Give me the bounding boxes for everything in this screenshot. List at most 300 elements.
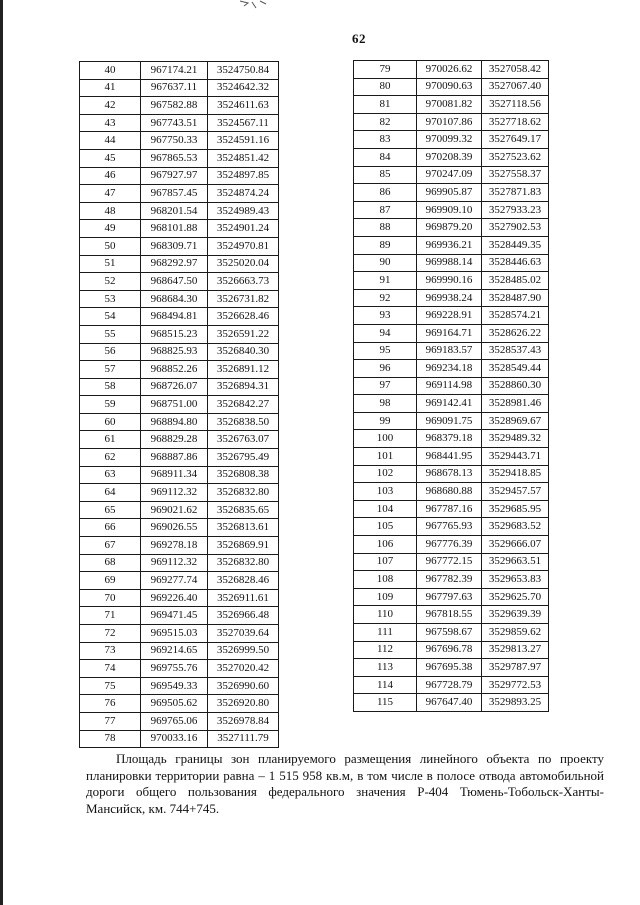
y-coordinate-cell: 3529787.97 xyxy=(482,659,549,677)
x-coordinate-cell: 969765.06 xyxy=(141,712,208,730)
y-coordinate-cell: 3528626.22 xyxy=(482,324,549,342)
point-number-cell: 74 xyxy=(80,660,141,678)
y-coordinate-cell: 3527649.17 xyxy=(482,131,549,149)
y-coordinate-cell: 3529893.25 xyxy=(482,694,549,712)
x-coordinate-cell: 967927.97 xyxy=(141,167,208,185)
point-number-cell: 42 xyxy=(80,97,141,115)
y-coordinate-cell: 3527111.79 xyxy=(208,730,279,748)
y-coordinate-cell: 3528574.21 xyxy=(482,307,549,325)
x-coordinate-cell: 967776.39 xyxy=(417,536,482,554)
y-coordinate-cell: 3529625.70 xyxy=(482,588,549,606)
table-row xyxy=(354,606,549,624)
y-coordinate-cell: 3528449.35 xyxy=(482,236,549,254)
table-row xyxy=(354,483,549,501)
y-coordinate-cell: 3528981.46 xyxy=(482,395,549,413)
point-number-cell: 48 xyxy=(80,202,141,220)
table-row xyxy=(80,308,279,326)
y-coordinate-cell: 3527718.62 xyxy=(482,113,549,131)
x-coordinate-cell: 968825.93 xyxy=(141,343,208,361)
table-row xyxy=(80,237,279,255)
table-row xyxy=(354,571,549,589)
table-row xyxy=(80,396,279,414)
point-number-cell: 41 xyxy=(80,79,141,97)
table-row xyxy=(80,167,279,185)
table-row xyxy=(354,96,549,114)
y-coordinate-cell: 3527039.64 xyxy=(208,625,279,643)
y-coordinate-cell: 3524989.43 xyxy=(208,202,279,220)
point-number-cell: 70 xyxy=(80,589,141,607)
x-coordinate-cell: 968911.34 xyxy=(141,466,208,484)
y-coordinate-cell: 3524901.24 xyxy=(208,220,279,238)
x-coordinate-cell: 969114.98 xyxy=(417,377,482,395)
y-coordinate-cell: 3527067.40 xyxy=(482,78,549,96)
y-coordinate-cell: 3526966.48 xyxy=(208,607,279,625)
y-coordinate-cell: 3526978.84 xyxy=(208,712,279,730)
x-coordinate-cell: 969879.20 xyxy=(417,219,482,237)
point-number-cell: 76 xyxy=(80,695,141,713)
y-coordinate-cell: 3524851.42 xyxy=(208,149,279,167)
y-coordinate-cell: 3529683.52 xyxy=(482,518,549,536)
table-row xyxy=(80,114,279,132)
table-row xyxy=(80,413,279,431)
x-coordinate-cell: 968379.18 xyxy=(417,430,482,448)
x-coordinate-cell: 969515.03 xyxy=(141,625,208,643)
x-coordinate-cell: 968894.80 xyxy=(141,413,208,431)
y-coordinate-cell: 3527523.62 xyxy=(482,148,549,166)
table-row xyxy=(80,273,279,291)
point-number-cell: 95 xyxy=(354,342,417,360)
table-row xyxy=(354,659,549,677)
y-coordinate-cell: 3526795.49 xyxy=(208,449,279,467)
point-number-cell: 86 xyxy=(354,184,417,202)
table-row xyxy=(354,307,549,325)
y-coordinate-cell: 3526763.07 xyxy=(208,431,279,449)
x-coordinate-cell: 969277.74 xyxy=(141,572,208,590)
y-coordinate-cell: 3526731.82 xyxy=(208,290,279,308)
y-coordinate-cell: 3526663.73 xyxy=(208,273,279,291)
coordinates-table-left xyxy=(79,61,279,748)
point-number-cell: 96 xyxy=(354,360,417,378)
y-coordinate-cell: 3527058.42 xyxy=(482,61,549,79)
x-coordinate-cell: 969278.18 xyxy=(141,537,208,555)
x-coordinate-cell: 969214.65 xyxy=(141,642,208,660)
y-coordinate-cell: 3526832.80 xyxy=(208,554,279,572)
table-row xyxy=(80,695,279,713)
table-row xyxy=(80,730,279,748)
y-coordinate-cell: 3528537.43 xyxy=(482,342,549,360)
y-coordinate-cell: 3529418.85 xyxy=(482,465,549,483)
y-coordinate-cell: 3527558.37 xyxy=(482,166,549,184)
y-coordinate-cell: 3528487.90 xyxy=(482,289,549,307)
x-coordinate-cell: 968829.28 xyxy=(141,431,208,449)
y-coordinate-cell: 3527871.83 xyxy=(482,184,549,202)
table-row xyxy=(354,272,549,290)
x-coordinate-cell: 969112.32 xyxy=(141,484,208,502)
x-coordinate-cell: 969988.14 xyxy=(417,254,482,272)
table-row xyxy=(354,536,549,554)
x-coordinate-cell: 968852.26 xyxy=(141,361,208,379)
x-coordinate-cell: 968309.71 xyxy=(141,237,208,255)
point-number-cell: 97 xyxy=(354,377,417,395)
page-number: 62 xyxy=(352,31,366,46)
y-coordinate-cell: 3526835.65 xyxy=(208,501,279,519)
point-number-cell: 49 xyxy=(80,220,141,238)
table-row xyxy=(80,343,279,361)
point-number-cell: 113 xyxy=(354,659,417,677)
point-number-cell: 59 xyxy=(80,396,141,414)
point-number-cell: 60 xyxy=(80,413,141,431)
point-number-cell: 85 xyxy=(354,166,417,184)
point-number-cell: 91 xyxy=(354,272,417,290)
x-coordinate-cell: 968647.50 xyxy=(141,273,208,291)
table-row xyxy=(80,554,279,572)
x-coordinate-cell: 969909.10 xyxy=(417,201,482,219)
x-coordinate-cell: 968726.07 xyxy=(141,378,208,396)
point-number-cell: 54 xyxy=(80,308,141,326)
table-row xyxy=(80,220,279,238)
x-coordinate-cell: 967728.79 xyxy=(417,676,482,694)
y-coordinate-cell: 3529813.27 xyxy=(482,641,549,659)
y-coordinate-cell: 3524970.81 xyxy=(208,237,279,255)
table-row xyxy=(80,677,279,695)
x-coordinate-cell: 970090.63 xyxy=(417,78,482,96)
point-number-cell: 64 xyxy=(80,484,141,502)
x-coordinate-cell: 969226.40 xyxy=(141,589,208,607)
table-row xyxy=(354,113,549,131)
x-coordinate-cell: 967818.55 xyxy=(417,606,482,624)
point-number-cell: 65 xyxy=(80,501,141,519)
point-number-cell: 82 xyxy=(354,113,417,131)
area-description-paragraph: Площадь границы зон планируемого размещения линейного объекта по проекту планировки территории равна – 1 515 958 кв.м, в том числе в полосе отвода автомобильной дороги общего пользования федерального значения Р-404 Тюмень-Тобольск-Ханты-Мансийск, км. 744+745. xyxy=(86,751,604,816)
table-row xyxy=(80,361,279,379)
y-coordinate-cell: 3529443.71 xyxy=(482,448,549,466)
table-row xyxy=(354,289,549,307)
table-row xyxy=(354,360,549,378)
table-row xyxy=(354,430,549,448)
table-row xyxy=(354,377,549,395)
point-number-cell: 109 xyxy=(354,588,417,606)
y-coordinate-cell: 3526828.46 xyxy=(208,572,279,590)
x-coordinate-cell: 970107.86 xyxy=(417,113,482,131)
point-number-cell: 107 xyxy=(354,553,417,571)
point-number-cell: 77 xyxy=(80,712,141,730)
point-number-cell: 58 xyxy=(80,378,141,396)
point-number-cell: 68 xyxy=(80,554,141,572)
point-number-cell: 43 xyxy=(80,114,141,132)
point-number-cell: 105 xyxy=(354,518,417,536)
table-row xyxy=(354,236,549,254)
x-coordinate-cell: 969938.24 xyxy=(417,289,482,307)
x-coordinate-cell: 969505.62 xyxy=(141,695,208,713)
x-coordinate-cell: 968292.97 xyxy=(141,255,208,273)
point-number-cell: 114 xyxy=(354,676,417,694)
y-coordinate-cell: 3526808.38 xyxy=(208,466,279,484)
table-row xyxy=(354,61,549,79)
point-number-cell: 93 xyxy=(354,307,417,325)
x-coordinate-cell: 967647.40 xyxy=(417,694,482,712)
y-coordinate-cell: 3526842.27 xyxy=(208,396,279,414)
y-coordinate-cell: 3526999.50 xyxy=(208,642,279,660)
table-row xyxy=(80,378,279,396)
table-row xyxy=(80,501,279,519)
x-coordinate-cell: 967797.63 xyxy=(417,588,482,606)
point-number-cell: 75 xyxy=(80,677,141,695)
point-number-cell: 63 xyxy=(80,466,141,484)
x-coordinate-cell: 969549.33 xyxy=(141,677,208,695)
y-coordinate-cell: 3524897.85 xyxy=(208,167,279,185)
x-coordinate-cell: 967772.15 xyxy=(417,553,482,571)
x-coordinate-cell: 969234.18 xyxy=(417,360,482,378)
x-coordinate-cell: 968684.30 xyxy=(141,290,208,308)
table-row xyxy=(354,342,549,360)
table-row xyxy=(354,553,549,571)
table-row xyxy=(354,500,549,518)
point-number-cell: 72 xyxy=(80,625,141,643)
y-coordinate-cell: 3526920.80 xyxy=(208,695,279,713)
x-coordinate-cell: 969936.21 xyxy=(417,236,482,254)
y-coordinate-cell: 3527933.23 xyxy=(482,201,549,219)
x-coordinate-cell: 969905.87 xyxy=(417,184,482,202)
y-coordinate-cell: 3529489.32 xyxy=(482,430,549,448)
point-number-cell: 62 xyxy=(80,449,141,467)
table-row xyxy=(354,254,549,272)
point-number-cell: 80 xyxy=(354,78,417,96)
x-coordinate-cell: 969228.91 xyxy=(417,307,482,325)
point-number-cell: 66 xyxy=(80,519,141,537)
x-coordinate-cell: 969164.71 xyxy=(417,324,482,342)
y-coordinate-cell: 3529666.07 xyxy=(482,536,549,554)
y-coordinate-cell: 3529653.83 xyxy=(482,571,549,589)
y-coordinate-cell: 3526894.31 xyxy=(208,378,279,396)
table-row xyxy=(354,518,549,536)
point-number-cell: 69 xyxy=(80,572,141,590)
point-number-cell: 78 xyxy=(80,730,141,748)
point-number-cell: 83 xyxy=(354,131,417,149)
point-number-cell: 98 xyxy=(354,395,417,413)
table-row xyxy=(354,201,549,219)
y-coordinate-cell: 3528549.44 xyxy=(482,360,549,378)
table-row xyxy=(80,449,279,467)
x-coordinate-cell: 967695.38 xyxy=(417,659,482,677)
point-number-cell: 79 xyxy=(354,61,417,79)
point-number-cell: 99 xyxy=(354,412,417,430)
point-number-cell: 112 xyxy=(354,641,417,659)
point-number-cell: 84 xyxy=(354,148,417,166)
y-coordinate-cell: 3526840.30 xyxy=(208,343,279,361)
table-row xyxy=(354,184,549,202)
point-number-cell: 81 xyxy=(354,96,417,114)
x-coordinate-cell: 969021.62 xyxy=(141,501,208,519)
table-row xyxy=(354,219,549,237)
table-row xyxy=(80,79,279,97)
table-row xyxy=(80,484,279,502)
x-coordinate-cell: 969091.75 xyxy=(417,412,482,430)
point-number-cell: 106 xyxy=(354,536,417,554)
x-coordinate-cell: 967782.39 xyxy=(417,571,482,589)
coordinates-table-right xyxy=(353,60,549,712)
table-row xyxy=(80,589,279,607)
table-row xyxy=(80,660,279,678)
point-number-cell: 115 xyxy=(354,694,417,712)
table-body xyxy=(80,62,279,748)
x-coordinate-cell: 968201.54 xyxy=(141,202,208,220)
table-row xyxy=(354,465,549,483)
point-number-cell: 87 xyxy=(354,201,417,219)
point-number-cell: 45 xyxy=(80,149,141,167)
table-row xyxy=(354,78,549,96)
point-number-cell: 104 xyxy=(354,500,417,518)
point-number-cell: 94 xyxy=(354,324,417,342)
y-coordinate-cell: 3527020.42 xyxy=(208,660,279,678)
table-row xyxy=(80,642,279,660)
x-coordinate-cell: 969755.76 xyxy=(141,660,208,678)
x-coordinate-cell: 967865.53 xyxy=(141,149,208,167)
y-coordinate-cell: 3526832.80 xyxy=(208,484,279,502)
y-coordinate-cell: 3526591.22 xyxy=(208,325,279,343)
point-number-cell: 47 xyxy=(80,185,141,203)
table-row xyxy=(354,166,549,184)
table-row xyxy=(80,431,279,449)
point-number-cell: 57 xyxy=(80,361,141,379)
table-row xyxy=(354,395,549,413)
x-coordinate-cell: 969183.57 xyxy=(417,342,482,360)
point-number-cell: 52 xyxy=(80,273,141,291)
y-coordinate-cell: 3529772.53 xyxy=(482,676,549,694)
y-coordinate-cell: 3524611.63 xyxy=(208,97,279,115)
x-coordinate-cell: 970033.16 xyxy=(141,730,208,748)
y-coordinate-cell: 3529663.51 xyxy=(482,553,549,571)
table-row xyxy=(80,202,279,220)
table-row xyxy=(354,676,549,694)
x-coordinate-cell: 969112.32 xyxy=(141,554,208,572)
point-number-cell: 61 xyxy=(80,431,141,449)
x-coordinate-cell: 968680.88 xyxy=(417,483,482,501)
table-row xyxy=(80,519,279,537)
y-coordinate-cell: 3524750.84 xyxy=(208,62,279,80)
y-coordinate-cell: 3529639.39 xyxy=(482,606,549,624)
x-coordinate-cell: 970208.39 xyxy=(417,148,482,166)
y-coordinate-cell: 3528485.02 xyxy=(482,272,549,290)
x-coordinate-cell: 970099.32 xyxy=(417,131,482,149)
x-coordinate-cell: 969026.55 xyxy=(141,519,208,537)
scan-edge-shadow xyxy=(0,0,3,905)
table-row xyxy=(354,641,549,659)
point-number-cell: 67 xyxy=(80,537,141,555)
table-row xyxy=(80,62,279,80)
point-number-cell: 40 xyxy=(80,62,141,80)
table-row xyxy=(354,324,549,342)
y-coordinate-cell: 3528860.30 xyxy=(482,377,549,395)
table-row xyxy=(80,572,279,590)
x-coordinate-cell: 967582.88 xyxy=(141,97,208,115)
table-row xyxy=(354,624,549,642)
table-row xyxy=(354,448,549,466)
table-row xyxy=(80,466,279,484)
x-coordinate-cell: 970247.09 xyxy=(417,166,482,184)
table-row xyxy=(80,132,279,150)
table-row xyxy=(80,185,279,203)
point-number-cell: 90 xyxy=(354,254,417,272)
point-number-cell: 108 xyxy=(354,571,417,589)
table-row xyxy=(80,607,279,625)
point-number-cell: 46 xyxy=(80,167,141,185)
y-coordinate-cell: 3525020.04 xyxy=(208,255,279,273)
point-number-cell: 92 xyxy=(354,289,417,307)
y-coordinate-cell: 3529685.95 xyxy=(482,500,549,518)
x-coordinate-cell: 967857.45 xyxy=(141,185,208,203)
table-row xyxy=(80,255,279,273)
point-number-cell: 102 xyxy=(354,465,417,483)
y-coordinate-cell: 3526911.61 xyxy=(208,589,279,607)
y-coordinate-cell: 3524642.32 xyxy=(208,79,279,97)
point-number-cell: 101 xyxy=(354,448,417,466)
x-coordinate-cell: 968751.00 xyxy=(141,396,208,414)
x-coordinate-cell: 968515.23 xyxy=(141,325,208,343)
x-coordinate-cell: 970026.62 xyxy=(417,61,482,79)
table-row xyxy=(80,537,279,555)
table-row xyxy=(80,625,279,643)
point-number-cell: 111 xyxy=(354,624,417,642)
y-coordinate-cell: 3527118.56 xyxy=(482,96,549,114)
y-coordinate-cell: 3526891.12 xyxy=(208,361,279,379)
y-coordinate-cell: 3526990.60 xyxy=(208,677,279,695)
y-coordinate-cell: 3526838.50 xyxy=(208,413,279,431)
y-coordinate-cell: 3524567.11 xyxy=(208,114,279,132)
point-number-cell: 110 xyxy=(354,606,417,624)
y-coordinate-cell: 3528446.63 xyxy=(482,254,549,272)
point-number-cell: 51 xyxy=(80,255,141,273)
x-coordinate-cell: 967696.78 xyxy=(417,641,482,659)
table-row xyxy=(80,325,279,343)
x-coordinate-cell: 968101.88 xyxy=(141,220,208,238)
x-coordinate-cell: 967743.51 xyxy=(141,114,208,132)
x-coordinate-cell: 967174.21 xyxy=(141,62,208,80)
point-number-cell: 73 xyxy=(80,642,141,660)
table-row xyxy=(354,694,549,712)
x-coordinate-cell: 968887.86 xyxy=(141,449,208,467)
table-body xyxy=(354,61,549,712)
y-coordinate-cell: 3528969.67 xyxy=(482,412,549,430)
table-row xyxy=(354,131,549,149)
scan-artifact xyxy=(236,0,276,10)
y-coordinate-cell: 3526628.46 xyxy=(208,308,279,326)
x-coordinate-cell: 968441.95 xyxy=(417,448,482,466)
x-coordinate-cell: 968494.81 xyxy=(141,308,208,326)
table-row xyxy=(80,712,279,730)
y-coordinate-cell: 3529859.62 xyxy=(482,624,549,642)
point-number-cell: 88 xyxy=(354,219,417,237)
y-coordinate-cell: 3527902.53 xyxy=(482,219,549,237)
x-coordinate-cell: 969142.41 xyxy=(417,395,482,413)
x-coordinate-cell: 967598.67 xyxy=(417,624,482,642)
table-row xyxy=(80,290,279,308)
point-number-cell: 50 xyxy=(80,237,141,255)
point-number-cell: 71 xyxy=(80,607,141,625)
point-number-cell: 56 xyxy=(80,343,141,361)
x-coordinate-cell: 969471.45 xyxy=(141,607,208,625)
point-number-cell: 100 xyxy=(354,430,417,448)
x-coordinate-cell: 967787.16 xyxy=(417,500,482,518)
y-coordinate-cell: 3524874.24 xyxy=(208,185,279,203)
table-row xyxy=(80,149,279,167)
point-number-cell: 103 xyxy=(354,483,417,501)
point-number-cell: 53 xyxy=(80,290,141,308)
table-row xyxy=(80,97,279,115)
x-coordinate-cell: 970081.82 xyxy=(417,96,482,114)
y-coordinate-cell: 3526869.91 xyxy=(208,537,279,555)
y-coordinate-cell: 3529457.57 xyxy=(482,483,549,501)
y-coordinate-cell: 3526813.61 xyxy=(208,519,279,537)
